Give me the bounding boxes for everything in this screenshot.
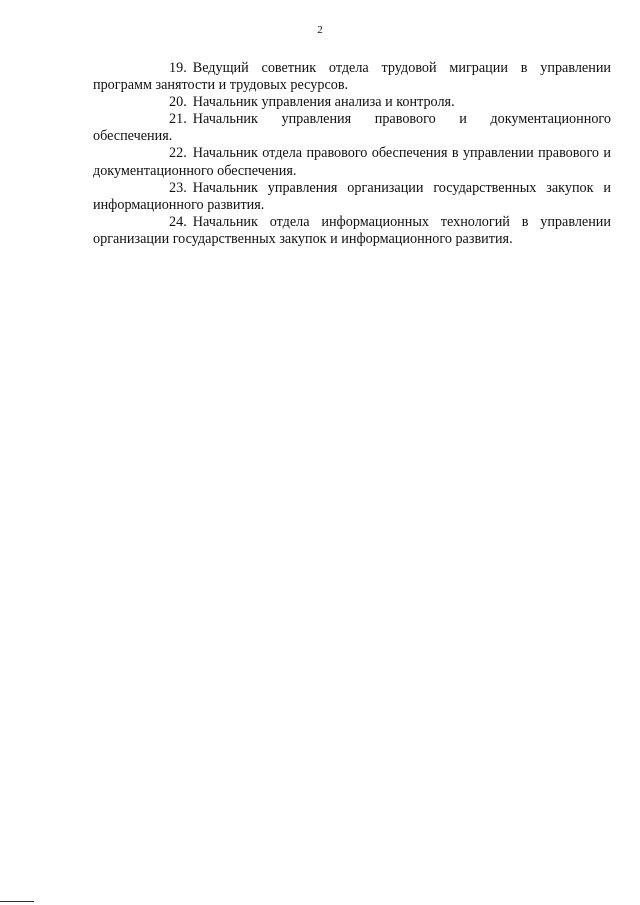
list-item-number: 22. (169, 145, 187, 162)
list-item (93, 214, 611, 248)
list-item-text: Начальник отдела информационных технологий в управлении организации государственных закупок и информационного развития. (93, 213, 611, 247)
list-item-number: 21. (169, 111, 187, 128)
list-item-number: 19. (169, 60, 187, 76)
list-item (93, 145, 611, 179)
page-number: 2 (317, 24, 323, 36)
bottom-edge-rule (0, 901, 34, 902)
list-item-number: 23. (169, 179, 187, 196)
list-item-text: Начальник управления правового и документационного обеспечения. (93, 111, 611, 145)
list-item (93, 94, 611, 111)
list-item-text: Ведущий советник отдела трудовой миграции в управлении программ занятости и трудовых ресурсов. (93, 60, 611, 94)
list-item-number: 20. (169, 94, 187, 111)
list-item-text: Начальник отдела правового обеспечения в управлении правового и документационного обеспечения. (93, 145, 611, 179)
document-body (93, 60, 611, 248)
list-item (93, 60, 611, 94)
list-item-number: 24. (169, 213, 187, 230)
list-item-text: Начальник управления организации государственных закупок и информационного развития. (93, 179, 611, 213)
list-item (93, 111, 611, 145)
list-item-text: Начальник управления анализа и контроля. (192, 94, 455, 111)
list-item (93, 180, 611, 214)
